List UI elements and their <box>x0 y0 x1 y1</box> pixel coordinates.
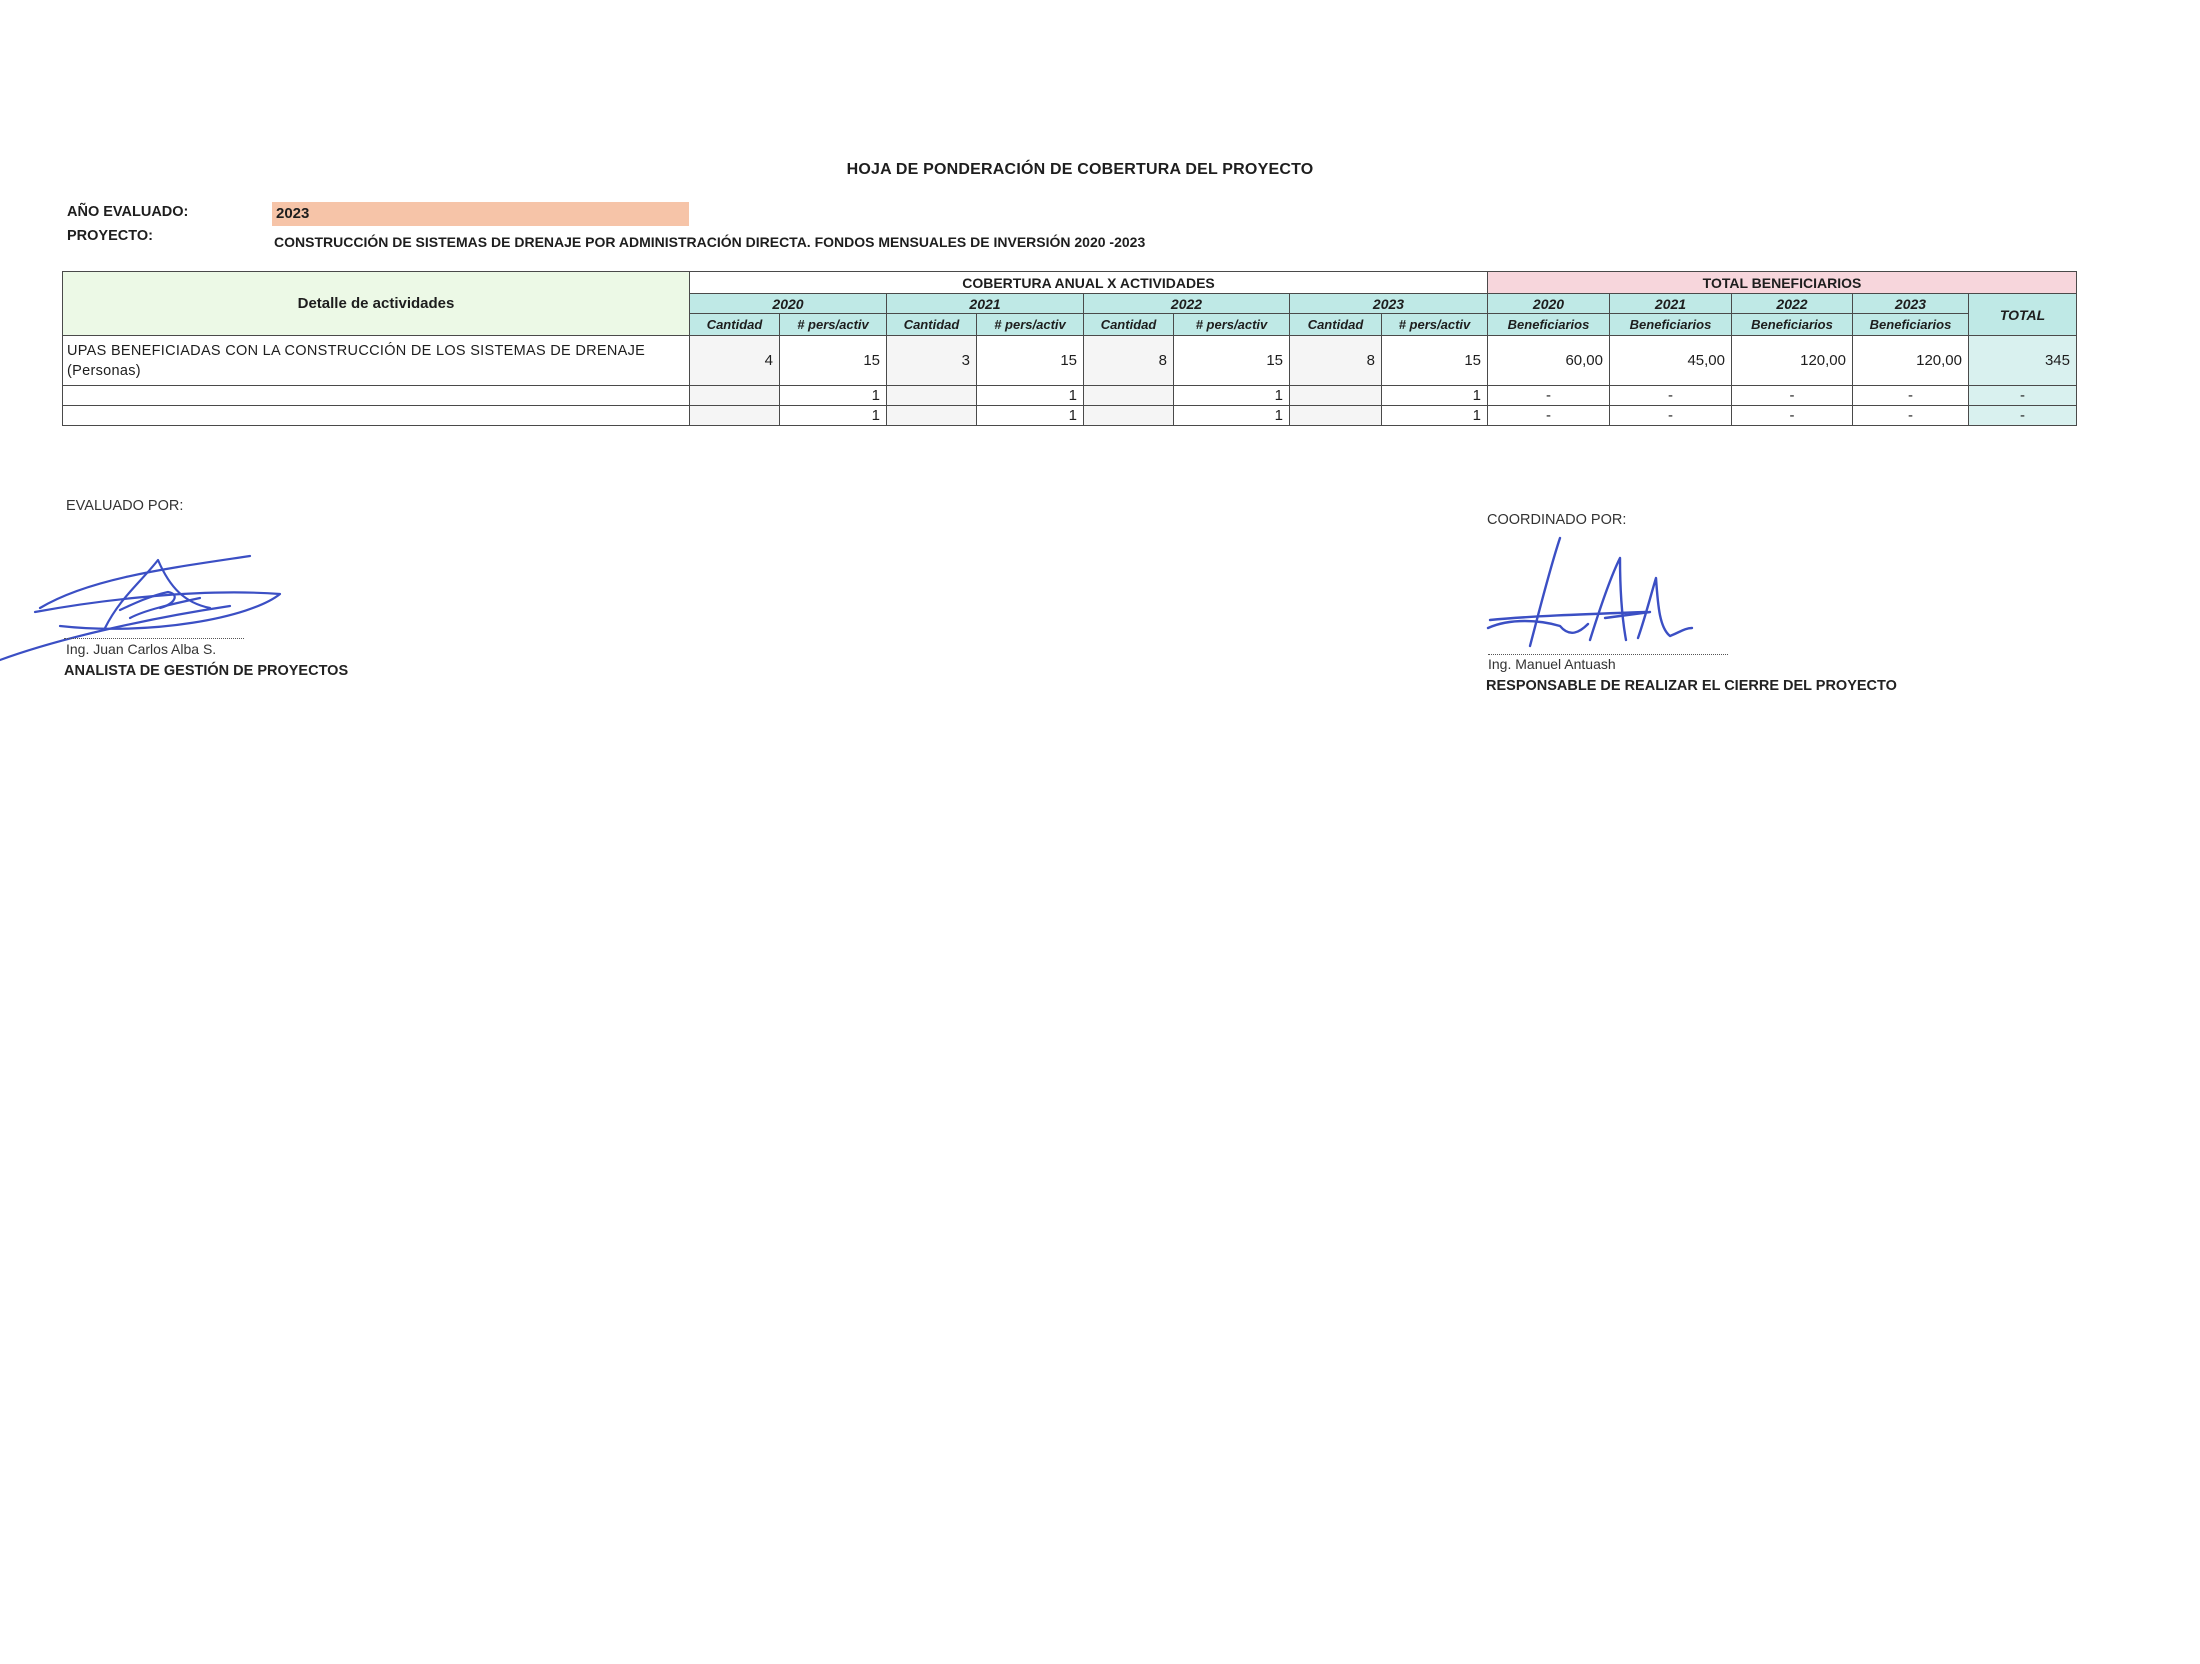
coverage-year-2022: 2022 <box>1084 294 1290 314</box>
qty-cell: 4 <box>690 336 780 386</box>
pers-cell: 1 <box>1174 406 1290 426</box>
evaluator-role: ANALISTA DE GESTIÓN DE PROYECTOS <box>64 663 349 679</box>
benef-cell: 60,00 <box>1488 336 1610 386</box>
year-label: AÑO EVALUADO: <box>67 204 189 220</box>
pers-cell: 1 <box>1382 386 1488 406</box>
total-cell: 345 <box>1969 336 2077 386</box>
activity-description: UPAS BENEFICIADAS CON LA CONSTRUCCIÓN DE LOS SISTEMAS DE DRENAJE (Personas) <box>63 336 690 386</box>
table-row <box>63 336 2077 386</box>
qty-cell <box>1084 386 1174 406</box>
benef-header: Beneficiarios <box>1610 314 1732 336</box>
coverage-year-2020: 2020 <box>690 294 887 314</box>
pers-cell: 1 <box>780 386 887 406</box>
qty-cell: 8 <box>1084 336 1174 386</box>
coordinator-role: RESPONSABLE DE REALIZAR EL CIERRE DEL PROYECTO <box>1486 678 1897 694</box>
qty-cell <box>1084 406 1174 426</box>
qty-cell <box>690 406 780 426</box>
table-row <box>63 386 2077 406</box>
pers-cell: 1 <box>1382 406 1488 426</box>
pers-cell: 1 <box>977 386 1084 406</box>
qty-cell: 3 <box>887 336 977 386</box>
benef-cell: 45,00 <box>1610 336 1732 386</box>
coordinator-name: Ing. Manuel Antuash <box>1488 656 1616 672</box>
qty-header: Cantidad <box>1084 314 1174 336</box>
qty-header: Cantidad <box>690 314 780 336</box>
benef-year-2022: 2022 <box>1732 294 1853 314</box>
benef-header: Beneficiarios <box>1732 314 1853 336</box>
pers-cell: 1 <box>780 406 887 426</box>
pers-header: # pers/activ <box>1382 314 1488 336</box>
benef-cell: - <box>1488 386 1610 406</box>
benef-header: Beneficiarios <box>1488 314 1610 336</box>
page-title: HOJA DE PONDERACIÓN DE COBERTURA DEL PROYECTO <box>846 161 1314 178</box>
qty-cell <box>690 386 780 406</box>
benef-cell: - <box>1732 406 1853 426</box>
qty-cell <box>1290 406 1382 426</box>
pers-cell: 15 <box>1174 336 1290 386</box>
benef-cell: - <box>1488 406 1610 426</box>
qty-cell <box>887 386 977 406</box>
benef-year-2023: 2023 <box>1853 294 1969 314</box>
qty-header: Cantidad <box>1290 314 1382 336</box>
pers-cell: 1 <box>977 406 1084 426</box>
coordinator-signature <box>1470 528 1710 658</box>
qty-cell <box>887 406 977 426</box>
activity-description <box>63 386 690 406</box>
benef-cell: - <box>1853 386 1969 406</box>
year-value: 2023 <box>272 202 689 226</box>
coverage-year-2023: 2023 <box>1290 294 1488 314</box>
benef-cell: - <box>1610 386 1732 406</box>
total-header: TOTAL <box>1969 294 2077 336</box>
benef-cell: 120,00 <box>1853 336 1969 386</box>
total-cell: - <box>1969 386 2077 406</box>
benef-header: Beneficiarios <box>1853 314 1969 336</box>
project-label: PROYECTO: <box>67 228 153 244</box>
benef-year-2020: 2020 <box>1488 294 1610 314</box>
benef-cell: - <box>1853 406 1969 426</box>
coordinator-signature-line <box>1488 654 1728 655</box>
qty-cell <box>1290 386 1382 406</box>
qty-cell: 8 <box>1290 336 1382 386</box>
coordinated-by-label: COORDINADO POR: <box>1487 512 1627 528</box>
pers-cell: 15 <box>977 336 1084 386</box>
project-value: CONSTRUCCIÓN DE SISTEMAS DE DRENAJE POR ADMINISTRACIÓN DIRECTA. FONDOS MENSUALES DE INVERSIÓN 2020 -2023 <box>274 234 1146 250</box>
pers-cell: 15 <box>1382 336 1488 386</box>
benef-cell: - <box>1732 386 1853 406</box>
qty-header: Cantidad <box>887 314 977 336</box>
detail-header: Detalle de actividades <box>63 272 690 336</box>
benef-year-2021: 2021 <box>1610 294 1732 314</box>
coverage-year-2021: 2021 <box>887 294 1084 314</box>
pers-header: # pers/activ <box>977 314 1084 336</box>
header-row-groups <box>63 272 2077 294</box>
benef-cell: - <box>1610 406 1732 426</box>
total-cell: - <box>1969 406 2077 426</box>
beneficiaries-header: TOTAL BENEFICIARIOS <box>1488 272 2077 294</box>
evaluator-signature-line <box>64 638 244 639</box>
pers-header: # pers/activ <box>780 314 887 336</box>
activity-description <box>63 406 690 426</box>
pers-cell: 1 <box>1174 386 1290 406</box>
pers-header: # pers/activ <box>1174 314 1290 336</box>
benef-cell: 120,00 <box>1732 336 1853 386</box>
pers-cell: 15 <box>780 336 887 386</box>
table-row <box>63 406 2077 426</box>
coverage-header: COBERTURA ANUAL X ACTIVIDADES <box>690 272 1488 294</box>
evaluator-name: Ing. Juan Carlos Alba S. <box>66 641 217 657</box>
coverage-table <box>62 271 2077 426</box>
evaluated-by-label: EVALUADO POR: <box>66 498 184 514</box>
